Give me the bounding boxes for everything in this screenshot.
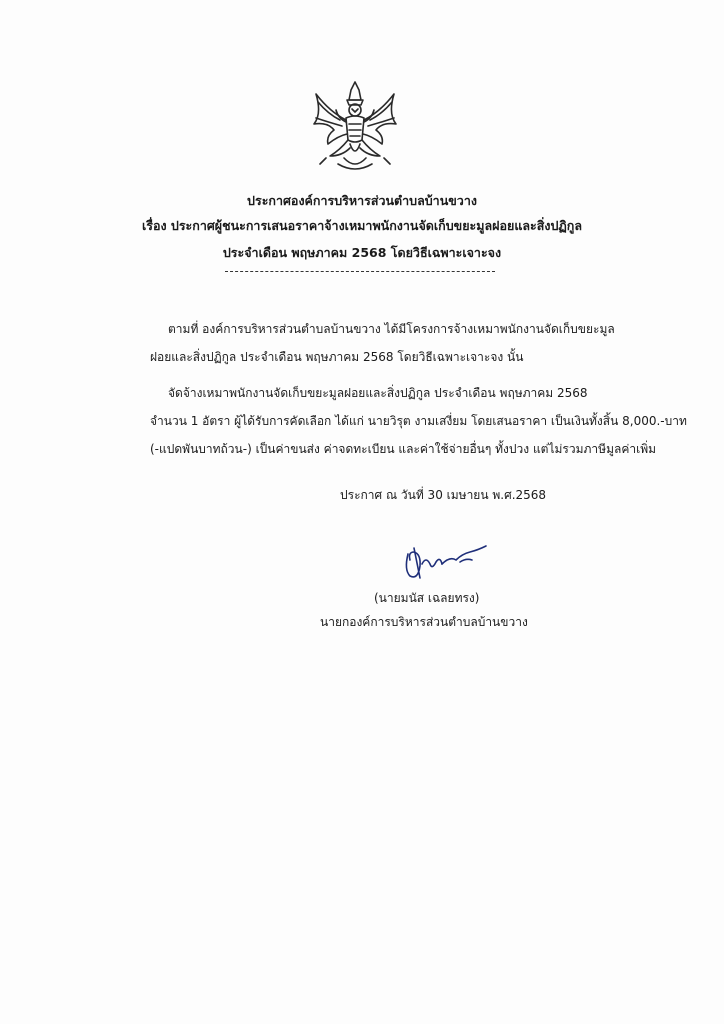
announcement-period: ประจำเดือน พฤษภาคม 2568 โดยวิธีเฉพาะเจาะจง xyxy=(222,245,502,260)
garuda-emblem-icon xyxy=(300,78,410,178)
announcement-date: ประกาศ ณ วันที่ 30 เมษายน พ.ศ.2568 xyxy=(340,488,547,502)
paragraph-2-line-1: จัดจ้างเหมาพนักงานจัดเก็บขยะมูลฝอยและสิ่งปฏิกูล ประจำเดือน พฤษภาคม 2568 xyxy=(168,386,588,400)
announcement-heading: ประกาศองค์การบริหารส่วนตำบลบ้านขวาง xyxy=(247,193,477,208)
paragraph-2-line-2: จำนวน 1 อัตรา ผู้ได้รับการคัดเลือก ได้แก่ นายวิรุต งามเสงี่ยม โดยเสนอราคา เป็นเงินทั้งสิ้น 8,000.-บาท xyxy=(150,414,687,428)
signer-title: นายกองค์การบริหารส่วนตำบลบ้านขวาง xyxy=(320,615,528,629)
heading-separator xyxy=(225,271,495,272)
signer-name: (นายมนัส เฉลยทรง) xyxy=(374,591,480,605)
paragraph-2-line-3: (-แปดพันบาทถ้วน-) เป็นค่าขนส่ง ค่าจดทะเบียน และค่าใช้จ่ายอื่นๆ ทั้งปวง แต่ไม่รวมภาษีมูลค่าเพิ่ม xyxy=(150,442,657,456)
paragraph-1-line-2: ฝอยและสิ่งปฏิกูล ประจำเดือน พฤษภาคม 2568 โดยวิธีเฉพาะเจาะจง นั้น xyxy=(150,350,524,364)
handwritten-signature-icon xyxy=(400,540,490,582)
announcement-subject: เรื่อง ประกาศผู้ชนะการเสนอราคาจ้างเหมาพนักงานจัดเก็บขยะมูลฝอยและสิ่งปฏิกูล xyxy=(141,218,583,233)
paragraph-1-line-1: ตามที่ องค์การบริหารส่วนตำบลบ้านขวาง ได้มีโครงการจ้างเหมาพนักงานจัดเก็บขยะมูล xyxy=(168,322,615,336)
